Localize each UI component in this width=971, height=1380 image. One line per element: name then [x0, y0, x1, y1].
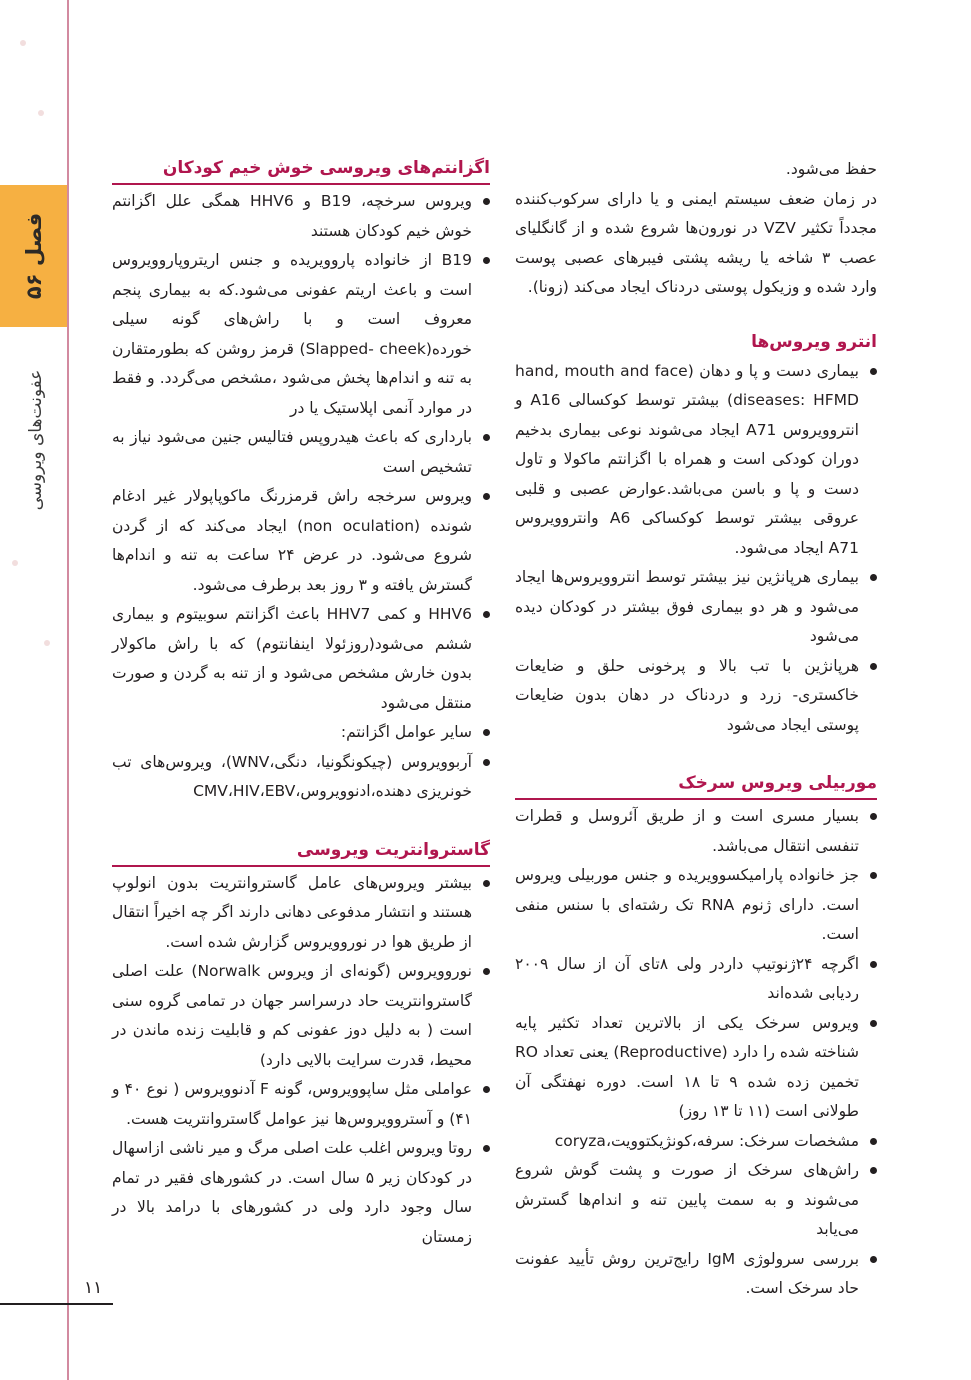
bullet-icon [483, 198, 490, 205]
chapter-title-vertical [16, 330, 56, 550]
list-item: سایر عوامل اگزانتم: [112, 718, 490, 748]
bullet-icon [870, 1167, 877, 1174]
list-item: بیماری هرپانژین نیز بیشتر توسط انتروویروس‌ها ایجاد می‌شود و هر دو بیماری فوق بیشتر در کودکان دیده می‌شود [515, 563, 877, 652]
chapter-tab [0, 185, 67, 327]
decoration-dot [44, 640, 50, 646]
footer-rule [0, 1303, 113, 1305]
intro-paragraph: در زمان ضعف سیستم ایمنی و یا دارای سرکوب‌کننده مجدداً تکثیر VZV در نورون‌ها شروع شده و از گانگلیای عصب ۳ شاخه یا ریشه پشتی فیبرهای عصبی پوست وارد شده و وزیکول پوستی دردناک ایجاد می‌کند (زونا). [515, 189, 877, 296]
list-item: بسیار مسری است و از طریق آئروسل و قطرات تنفسی انتقال می‌باشد. [515, 802, 877, 861]
right-column [515, 155, 877, 1304]
bullet-icon [870, 368, 877, 375]
bullet-icon [483, 493, 490, 500]
bullet-icon [483, 968, 490, 975]
bullet-icon [483, 434, 490, 441]
heading-underline [112, 865, 490, 867]
bullet-icon [483, 1145, 490, 1152]
margin-rule [67, 0, 69, 1380]
bullet-icon [870, 1020, 877, 1027]
list-item: عواملی مثل ساپوویروس، گونه F آدنوویروس ( نوع ۴۰ و ۴۱) و آستروویروس‌ها نیز عوامل گاستروانتریت هست. [112, 1075, 490, 1134]
list-item: بارداری که باعث هیدروپس فتالیس جنین می‌شود نیاز به تشخیص است [112, 423, 490, 482]
list-item: روتا ویروس اغلب علت اصلی مرگ و میر ناشی ازاسهال در کودکان زیر ۵ سال است. در کشورهای فقیر در تمام سال وجود دارد ولی در کشورهای با درامد بالا در زمستان [112, 1134, 490, 1252]
measles-list [515, 802, 877, 1304]
bullet-icon [483, 257, 490, 264]
bullet-icon [870, 813, 877, 820]
bullet-icon [870, 1256, 877, 1263]
bullet-icon [870, 574, 877, 581]
bullet-icon [483, 1086, 490, 1093]
heading-underline [112, 183, 490, 185]
chapter-label: فصل ۵۶ [21, 212, 46, 300]
bullet-icon [483, 880, 490, 887]
decoration-dot [38, 110, 44, 116]
list-item: ویروس سرخک یکی از بالاترین تعداد تکثیر پایه شناخته شده را دارد (Reproductive) یعنی تعداد RO تخمین زده شده ۹ تا ۱۸ است. دوره نهفتگی آن طولانی است (۱۱ تا ۱۳ روز) [515, 1009, 877, 1127]
list-item: آربوویروس (چیکونگونیا، دنگی،WNV)، ویروس‌های تب خونریزی دهنده،ادنوویروس،CMV،HIV،EBV [112, 748, 490, 807]
list-item: نوروویروس (گونه‌ای از ویروس Norwalk) علت اصلی گاستروانتریت حاد درسراسر جهان در تمامی گروه سنی است ( به دلیل دوز عفونی کم و قابلیت زنده ماندن در محیط، قدرت سرایت بالایی دارد) [112, 957, 490, 1075]
list-item: ویروس سرخچه، B19 و HHV6 همگی علل اگزانتم خوش خیم کودکان هستند [112, 187, 490, 246]
list-item: ویروس سرخجه راش قرمزرنگ ماکوپاپولار غیر ادغام شونده (non oculation) ایجاد می‌کند که از گردن شروع می‌شود. در عرض ۲۴ ساعت به تنه و اندام‌ها گسترش یافته و ۳ روز بعد برطرف می‌شود. [112, 482, 490, 600]
bullet-icon [483, 759, 490, 766]
heading-underline [515, 798, 877, 800]
list-item: جز خانواده پارامیکسوویریده و جنس موربیلی ویروس است. دارای ژنوم RNA تک رشته‌ای با سنس منفی است. [515, 861, 877, 950]
bullet-icon [870, 663, 877, 670]
page-number: ۱۱ [84, 1278, 103, 1298]
bullet-icon [870, 961, 877, 968]
intro-line: حفظ می‌شود. [785, 160, 877, 178]
section-heading-enteroviruses: انترو ویروس‌ها [751, 331, 877, 352]
section-heading-measles: موربیلی ویروس سرخک [678, 773, 877, 793]
list-item: مشخصات سرخک: سرفه،کونژیکتوویت،coryza [515, 1127, 877, 1157]
section-heading-gastroenteritis: گاستروانتریت ویروسی [296, 839, 490, 860]
bullet-icon [870, 872, 877, 879]
list-item: اگرچه ۲۴ژنوتیپ داردر ولی ۸تای آن از سال ۲۰۰۹ ردیابی شده‌اند [515, 950, 877, 1009]
enterovirus-list [515, 357, 877, 741]
list-item: B19 از خانواده پاروویریده و جنس اریتروپاروویروس است و باعث اریتم عفونی می‌شود.که به بیماری پنجم معروف است و با راش‌های گونه سیلی خورده(Slapped- cheek) قرمز روشن که بطورمتقارن به تنه و اندام‌ها پخش می‌شود ،مشخص می‌گردد. و فقط در موارد آنمی اپلاستیک یا در [112, 246, 490, 423]
list-item: بیماری دست و پا و دهان (hand, mouth and face diseases: HFMD) بیشتر توسط کوکسالی A16 و انتروویروس A71 ایجاد می‌شوند نوعی بیماری بدخیم دوران کودکی است و همراه با اگزانتم ماکولا و تاول دست و پا و باسن می‌باشد.عوارض عصبی و قلبی عروقی بیشتر توسط کوکساکی A6 وانتروویروس A71 ایجاد می‌شود. [515, 357, 877, 564]
chapter-title: عفونت‌های ویروسی [26, 369, 46, 511]
decoration-dot [12, 560, 18, 566]
section-heading-exanthems: اگزانتم‌های ویروسی خوش خیم کودکان [162, 158, 490, 178]
bullet-icon [483, 611, 490, 618]
gastroenteritis-list [112, 869, 490, 1253]
exanthem-list [112, 187, 490, 807]
list-item: بررسی سرولوژی IgM رایج‌ترین روش تأیید عفونت حاد سرخک است. [515, 1245, 877, 1304]
list-item: بیشتر ویروس‌های عامل گاستروانتریت بدون انولوپ هستند و انتشار مدفوعی دهانی دارند اگر چه اخیراً انتقال از طریق هوا در نوروویروس گزارش شده است. [112, 869, 490, 958]
list-item: راش‌های سرخک از صورت و پشت گوش شروع می‌شوند و به سمت پایین تنه و اندام‌ها گسترش می‌یابد [515, 1156, 877, 1245]
left-column [112, 155, 490, 1252]
decoration-dot [20, 40, 26, 46]
bullet-icon [483, 729, 490, 736]
bullet-icon [870, 1138, 877, 1145]
list-item: HHV6 و کمی HHV7 باعث اگزانتم سوبیتوم و بیماری ششم می‌شود(روزئولا اینفانتوم) که با راش ماکولار بدون خارش مشخص می‌شود و از تنه به گردن و صورت منتقل می‌شود [112, 600, 490, 718]
list-item: هرپانژین با تب بالا و پرخونی حلق و ضایعات خاکستری- زرد و دردناک در دهان بدون ضایعات پوستی ایجاد می‌شود [515, 652, 877, 741]
